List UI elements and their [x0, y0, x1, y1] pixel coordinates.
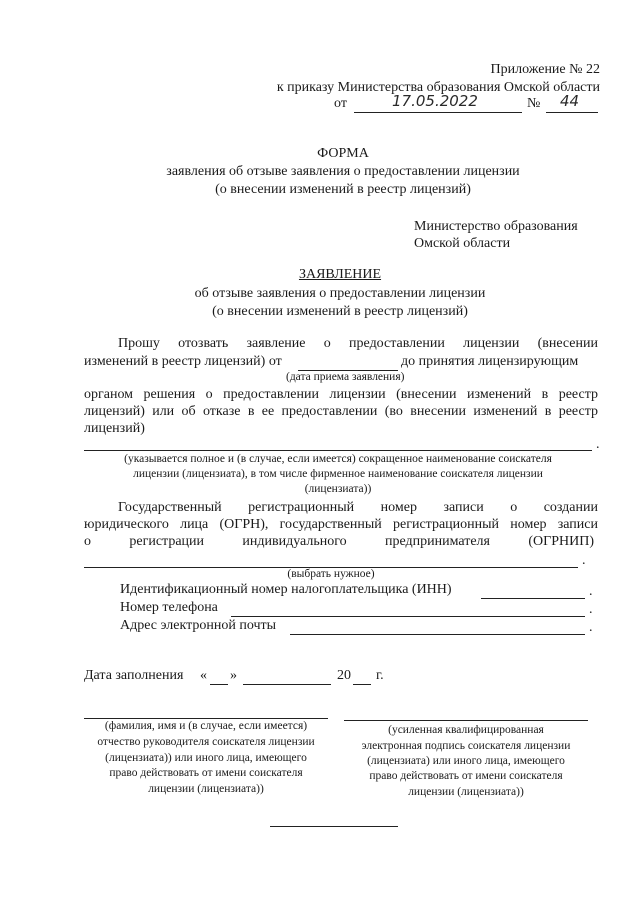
order-number-label: №	[527, 96, 541, 111]
order-number-underline	[546, 112, 598, 113]
hint-application-date: (дата приема заявления)	[286, 371, 405, 383]
email-dot: .	[589, 620, 593, 635]
sig-right-line1: (усиленная квалифицированная	[388, 724, 544, 736]
sig-right-line2: электронная подпись соискателя лицензии	[361, 740, 571, 752]
order-date-handwritten: 17.05.2022	[392, 92, 478, 110]
hint-name-line1: (указывается полное и (в случае, если имеется) сокращенное наименование соискателя	[124, 453, 552, 465]
electronic-signature-field	[344, 720, 588, 721]
sig-right-line4: право действовать от имени соискателя	[369, 770, 563, 782]
order-from-label: от	[334, 96, 347, 111]
sig-right-line3: (лицензиата) или иного лица, имеющего	[367, 755, 565, 767]
sig-left-line1: (фамилия, имя и (в случае, если имеется)	[104, 720, 308, 732]
para1-line4: лицензий) или об отказе в ее предоставлении (во внесении изменений в реестр	[84, 404, 598, 419]
para1-line5: лицензий)	[84, 421, 145, 436]
statement-line2: (о внесении изменений в реестр лицензий)	[212, 304, 468, 319]
email-field	[290, 634, 585, 635]
fill-date-open-quote: «	[200, 668, 207, 683]
para1-line2-b: до принятия лицензирующим	[401, 354, 579, 369]
recipient-line1: Министерство образования	[414, 219, 578, 234]
sig-left-line2: отчество руководителя соискателя лицензии	[97, 736, 315, 748]
fill-day-field	[210, 684, 228, 685]
para2-line1: Государственный регистрационный номер записи о создании	[118, 500, 598, 515]
statement-title: ЗАЯВЛЕНИЕ	[298, 267, 382, 282]
sig-left-line3: (лицензиата)) или иного лица, имеющего	[105, 752, 307, 764]
order-number-handwritten: 44	[560, 92, 580, 110]
para1-line3: органом решения о предоставлении лицензии (внесении изменений в реестр	[84, 387, 598, 402]
closing-divider	[270, 826, 398, 827]
hint-name-line2: лицензии (лицензиата), в том числе фирменное наименование соискателя лицензии	[133, 468, 543, 480]
statement-line1: об отзыве заявления о предоставлении лицензии	[194, 286, 486, 301]
fill-year-suffix: г.	[376, 668, 384, 683]
inn-field	[481, 598, 585, 599]
appendix-label: Приложение № 22	[490, 62, 600, 77]
applicant-name-dot: .	[596, 437, 600, 452]
form-title: ФОРМА	[317, 146, 369, 161]
fill-year-field	[353, 684, 371, 685]
email-label: Адрес электронной почты	[120, 618, 277, 633]
phone-field	[231, 616, 585, 617]
fill-date-label: Дата заполнения	[84, 668, 184, 683]
para1-line1: Прошу отозвать заявление о предоставлении лицензии (внесении	[118, 336, 598, 351]
sig-left-line5: лицензии (лицензиата))	[148, 783, 264, 795]
fill-date-close-quote: »	[230, 668, 237, 683]
hint-select: (выбрать нужное)	[287, 568, 375, 580]
applicant-name-field	[84, 450, 592, 451]
inn-dot: .	[589, 584, 593, 599]
recipient-line2: Омской области	[414, 236, 511, 251]
phone-label: Номер телефона	[120, 600, 218, 615]
sig-right-line5: лицензии (лицензиата))	[408, 786, 524, 798]
phone-dot: .	[589, 602, 593, 617]
fill-year-prefix: 20	[337, 668, 351, 683]
para2-line2: юридического лица (ОГРН), государственный регистрационный номер записи	[84, 517, 598, 532]
form-title-line2: (о внесении изменений в реестр лицензий)	[215, 182, 471, 197]
hint-name-line3: (лицензиата))	[304, 483, 372, 495]
order-line: к приказу Министерства образования Омской области	[276, 80, 600, 95]
sig-left-line4: право действовать от имени соискателя	[109, 767, 303, 779]
form-title-line1: заявления об отзыве заявления о предоставлении лицензии	[166, 164, 520, 179]
inn-label: Идентификационный номер налогоплательщика (ИНН)	[120, 582, 452, 597]
ogrn-dot: .	[582, 553, 586, 568]
signatory-name-field	[84, 718, 328, 719]
fill-month-field	[243, 684, 331, 685]
para1-line2-a: изменений в реестр лицензий) от	[84, 354, 282, 369]
order-date-underline	[354, 112, 522, 113]
para2-line3: о регистрации индивидуального предпринимателя (ОГРНИП)	[84, 534, 594, 549]
